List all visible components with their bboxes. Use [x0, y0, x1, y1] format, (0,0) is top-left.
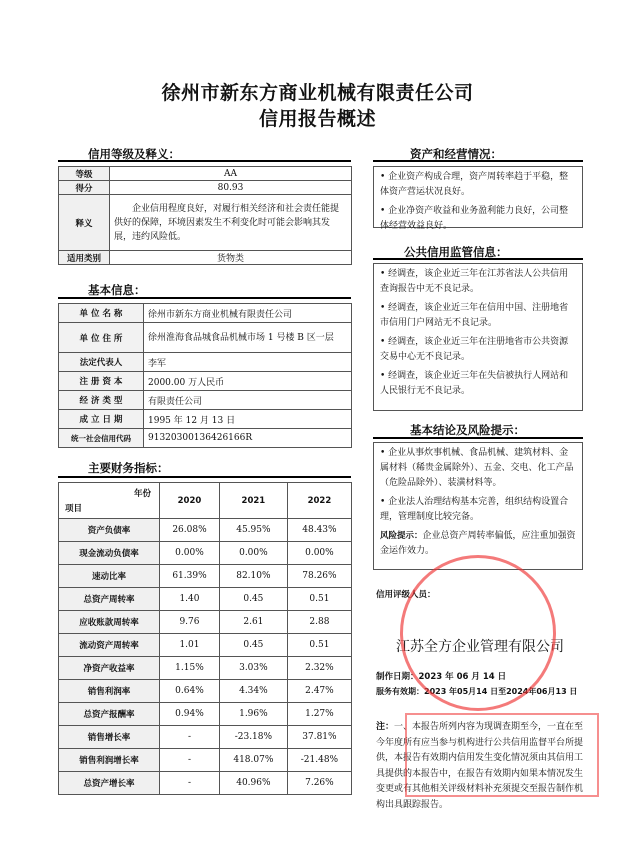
finance-cell: -: [160, 749, 220, 772]
rating-label: 得分: [59, 181, 110, 195]
finance-row: [59, 519, 352, 542]
finance-metric-label: 总资产报酬率: [59, 703, 160, 726]
finance-corner-cell: [59, 483, 160, 519]
rating-heading: 信用等级及释义：: [88, 147, 180, 161]
rating-table: [58, 166, 352, 265]
basic-label: 经 济 类 型: [59, 391, 144, 410]
agency-name: 江苏全方企业管理有限公司: [396, 639, 564, 655]
basic-value: 91320300136426166R: [144, 429, 352, 448]
finance-cell: 45.95%: [219, 519, 287, 542]
public-item: • 经调查，该企业近三年在江苏省法人公共信用查询报告中无不良记录。: [380, 269, 569, 294]
rating-value: 企业信用程度良好，对履行相关经济和社会责任能提供好的保障，环境因素发生不利变化时可能会影响其发展，违约风险低。: [110, 195, 352, 251]
rating-label: 适用类别: [59, 251, 110, 265]
assets-divider: [373, 160, 583, 162]
basic-label: 统一社会信用代码: [59, 429, 144, 448]
basic-row: [59, 391, 352, 410]
basic-value: 有限责任公司: [144, 391, 352, 410]
finance-metric-label: 速动比率: [59, 565, 160, 588]
basic-value: 徐州市新东方商业机械有限责任公司: [144, 304, 352, 323]
rater-label: 信用评级人员：: [376, 590, 436, 600]
finance-header-row: [59, 483, 352, 519]
finance-cell: -: [160, 726, 220, 749]
finance-metric-label: 销售利润率: [59, 680, 160, 703]
basic-row: [59, 429, 352, 448]
basic-table: [58, 303, 352, 448]
conclusion-item-text: 企业从事炊事机械、食品机械、建筑材料、金属材料（稀贵金属除外）、五金、交电、化工产品（危险品除外）、装潢材料等。: [380, 448, 574, 488]
finance-cell: 0.64%: [160, 680, 220, 703]
basic-value: 李军: [144, 353, 352, 372]
finance-cell: -23.18%: [219, 726, 287, 749]
assets-item: • 企业净资产收益和业务盈利能力良好，公司整体经营效益良好。: [380, 206, 569, 231]
public-item-text: 经调查，该企业近三年在失信被执行人网站和人民银行无不良记录。: [380, 371, 569, 396]
basic-row: [59, 353, 352, 372]
finance-cell: 9.76: [160, 611, 220, 634]
rating-label: 等级: [59, 167, 110, 181]
finance-heading: 主要财务指标：: [88, 461, 169, 475]
finance-cell: 61.39%: [160, 565, 220, 588]
finance-cell: -: [160, 772, 220, 795]
finance-cell: 0.00%: [160, 542, 220, 565]
finance-row: [59, 657, 352, 680]
basic-label: 单 位 名 称: [59, 304, 144, 323]
assets-item-text: 企业净资产收益和业务盈利能力良好，公司整体经营效益良好。: [380, 206, 569, 231]
finance-cell: 82.10%: [219, 565, 287, 588]
finance-cell: -21.48%: [287, 749, 351, 772]
finance-metric-label: 资产负债率: [59, 519, 160, 542]
corner-item-label: 项目: [65, 504, 83, 514]
finance-metric-label: 销售增长率: [59, 726, 160, 749]
note-label: 注：: [376, 722, 395, 732]
finance-row: [59, 749, 352, 772]
finance-cell: 7.26%: [287, 772, 351, 795]
finance-metric-label: 总资产周转率: [59, 588, 160, 611]
risk-text: 企业总资产周转率偏低，应注重加强资金运作效力。: [380, 531, 576, 556]
basic-label: 单 位 住 所: [59, 323, 144, 353]
finance-cell: 2.32%: [287, 657, 351, 680]
finance-row: [59, 634, 352, 657]
finance-cell: 2.61: [219, 611, 287, 634]
assets-heading: 资产和经营情况：: [410, 147, 502, 161]
electronic-chapter-stamp: [405, 713, 599, 797]
finance-cell: 2.47%: [287, 680, 351, 703]
public-item: • 经调查，该企业近三年在信用中国、注册地省市信用门户网站无不良记录。: [380, 303, 569, 328]
finance-cell: 0.51: [287, 588, 351, 611]
finance-metric-label: 应收账款周转率: [59, 611, 160, 634]
company-seal-stamp: [400, 555, 556, 711]
finance-cell: 1.01: [160, 634, 220, 657]
finance-cell: 78.26%: [287, 565, 351, 588]
finance-metric-label: 总资产增长率: [59, 772, 160, 795]
basic-label: 成 立 日 期: [59, 410, 144, 429]
basic-value: 2000.00 万人民币: [144, 372, 352, 391]
finance-cell: 4.34%: [219, 680, 287, 703]
valid-period-value: 2023 年05月14 日至2024年06月13 日: [424, 687, 578, 696]
basic-row: [59, 304, 352, 323]
rating-divider: [58, 160, 351, 162]
valid-period-label: 服务有效期：: [376, 687, 424, 696]
made-date-value: 2023 年 06 月 14 日: [418, 672, 507, 682]
rating-value: 80.93: [110, 181, 352, 195]
finance-row: [59, 611, 352, 634]
conclusion-item: • 企业从事炊事机械、食品机械、建筑材料、金属材料（稀贵金属除外）、五金、交电、化工产品（危险品除外）、装潢材料等。: [380, 448, 574, 488]
rating-value: 货物类: [110, 251, 352, 265]
finance-row: [59, 772, 352, 795]
finance-cell: 0.00%: [219, 542, 287, 565]
assets-item-text: 企业资产构成合理，资产周转率趋于平稳，整体资产营运状况良好。: [380, 172, 569, 197]
year-header: 2020: [160, 483, 220, 519]
finance-row: [59, 542, 352, 565]
finance-metric-label: 净资产收益率: [59, 657, 160, 680]
basic-value: 徐州淮海食品城食品机械市场 1 号楼 B 区一层: [144, 323, 352, 353]
finance-divider: [58, 476, 351, 478]
public-divider: [373, 258, 583, 260]
basic-value: 1995 年 12 月 13 日: [144, 410, 352, 429]
risk-label: 风险提示：: [380, 531, 423, 541]
public-item: • 经调查，该企业近三年在注册地省市公共资源交易中心无不良记录。: [380, 337, 569, 362]
finance-row: [59, 726, 352, 749]
public-item-text: 经调查，该企业近三年在江苏省法人公共信用查询报告中无不良记录。: [380, 269, 569, 294]
public-item-text: 经调查，该企业近三年在信用中国、注册地省市信用门户网站无不良记录。: [380, 303, 569, 328]
finance-metric-label: 流动资产周转率: [59, 634, 160, 657]
basic-row: [59, 410, 352, 429]
finance-cell: 0.51: [287, 634, 351, 657]
year-header: 2022: [287, 483, 351, 519]
conclusion-item-text: 企业法人治理结构基本完善，组织结构设置合理，管理制度比较完备。: [380, 497, 569, 522]
finance-cell: 26.08%: [160, 519, 220, 542]
rating-row-score: [59, 181, 352, 195]
rating-value: AA: [110, 167, 352, 181]
rating-row-category: [59, 251, 352, 265]
finance-cell: 1.27%: [287, 703, 351, 726]
finance-cell: 418.07%: [219, 749, 287, 772]
rating-row-grade: [59, 167, 352, 181]
finance-row: [59, 680, 352, 703]
assets-box: [373, 166, 583, 231]
rating-label: 释义: [59, 195, 110, 251]
finance-row: [59, 703, 352, 726]
public-heading: 公共信用监管信息：: [404, 245, 508, 259]
finance-cell: 0.45: [219, 634, 287, 657]
basic-heading: 基本信息：: [88, 283, 146, 297]
finance-cell: 1.15%: [160, 657, 220, 680]
year-header: 2021: [219, 483, 287, 519]
assets-item: • 企业资产构成合理，资产周转率趋于平稳，整体资产营运状况良好。: [380, 172, 569, 197]
conclusion-box: [373, 442, 583, 570]
public-item-text: 经调查，该企业近三年在注册地省市公共资源交易中心无不良记录。: [380, 337, 569, 362]
basic-row: [59, 372, 352, 391]
finance-cell: 40.96%: [219, 772, 287, 795]
finance-cell: 37.81%: [287, 726, 351, 749]
basic-divider: [58, 297, 351, 299]
finance-cell: 0.00%: [287, 542, 351, 565]
finance-cell: 1.96%: [219, 703, 287, 726]
finance-cell: 1.40: [160, 588, 220, 611]
rating-row-meaning: [59, 195, 352, 251]
finance-cell: 0.45: [219, 588, 287, 611]
finance-table: [58, 482, 352, 795]
basic-label: 注 册 资 本: [59, 372, 144, 391]
report-subtitle: 信用报告概述: [258, 108, 376, 130]
public-item: • 经调查，该企业近三年在失信被执行人网站和人民银行无不良记录。: [380, 371, 569, 396]
finance-metric-label: 现金流动负债率: [59, 542, 160, 565]
finance-cell: 0.94%: [160, 703, 220, 726]
finance-cell: 3.03%: [219, 657, 287, 680]
finance-cell: 2.88: [287, 611, 351, 634]
conclusion-item: • 企业法人治理结构基本完善，组织结构设置合理，管理制度比较完备。: [380, 497, 569, 522]
conclusion-heading: 基本结论及风险提示：: [410, 423, 525, 437]
report-company-title: 徐州市新东方商业机械有限责任公司: [161, 82, 474, 104]
basic-label: 法定代表人: [59, 353, 144, 372]
note-text: 一、本报告所列内容为现调查期至今，一直在至今年度所有应当参与机构进行公共信用监督平台所提供，本报告有效期内信用发生变化情况须由其信用工具提供的本报告中，在报告有效期内如果本情况发生变更或有其他相关评级材料补充须提交至报告制作机构出具跟踪报告。: [376, 722, 584, 810]
conclusion-divider: [373, 437, 583, 439]
public-box: [373, 263, 583, 411]
finance-row: [59, 588, 352, 611]
made-date-label: 制作日期：: [376, 672, 419, 682]
finance-metric-label: 销售利润增长率: [59, 749, 160, 772]
basic-row: [59, 323, 352, 353]
finance-cell: 48.43%: [287, 519, 351, 542]
corner-year-label: 年份: [133, 489, 151, 499]
finance-row: [59, 565, 352, 588]
